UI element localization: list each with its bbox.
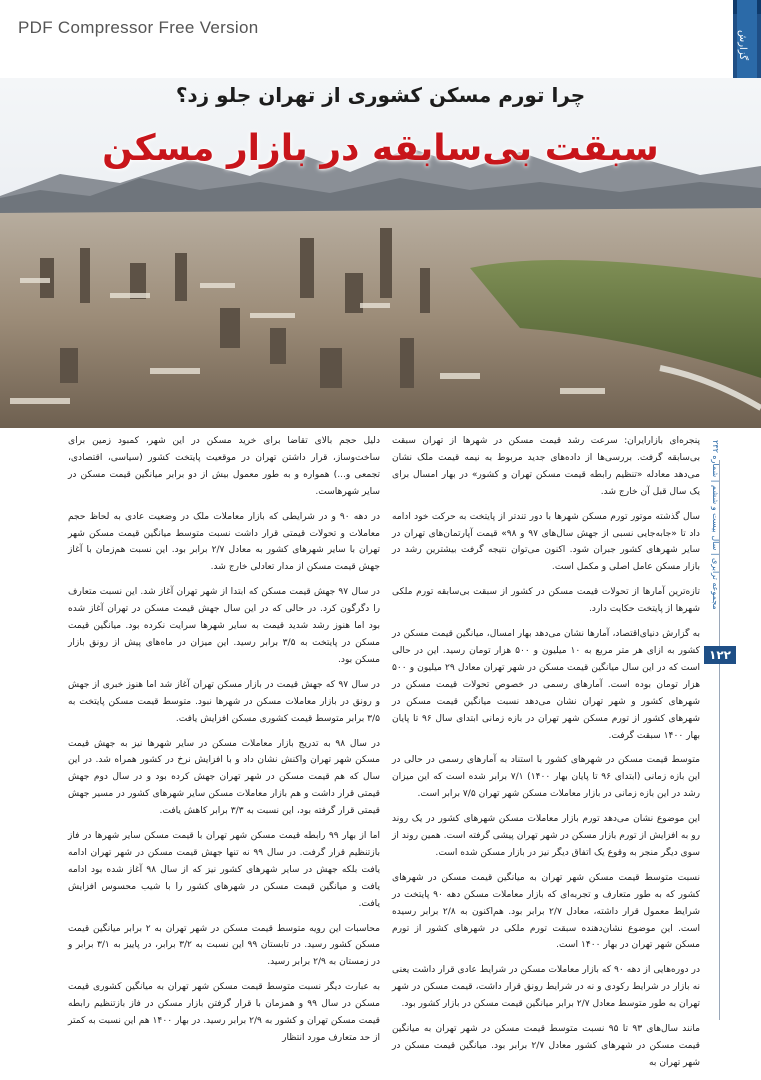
paragraph: پنجره‌ای بازارایران: سرعت رشد قیمت مسکن در شهرها از تهران سبقت بی‌سابقه گرفت. بررسی‌ها از داده‌های جدید مربوط به نیمه قیمت ملک نشان می‌دهد معادله «تنظیم رابطه قیمت مسکن تهران و کشور» در بهار امسال برای یک سال قبل آن خارج شد. (392, 436, 700, 497)
section-tab-label: گزارش (737, 30, 748, 61)
paragraph: متوسط قیمت مسکن در شهرهای کشور با استناد به آمارهای رسمی در حالی در این بازه زمانی (ابتدای ۹۶ تا پایان بهار ۱۴۰۰) ۷/۱ برابر شده است که این میزان رشد در این بازه زمانی در بازار معاملات مسکن شهر تهران ۷/۵ برابر است. (392, 755, 700, 800)
paragraph: در دهه ۹۰ و در شرایطی که بازار معاملات ملک در وضعیت عادی به لحاظ حجم معاملات و تحولات قیمتی قرار داشت نسبت متوسط میانگین قیمت مسکن شهر تهران با سایر شهرهای کشور به معادل ۲/۷ برابر بود. این نسبت هم‌زمان با آغاز جهش قیمت مسکن از مدار تعادلی خارج شد. (68, 511, 380, 573)
paragraph: در سال ۹۸ به تدریج بازار معاملات مسکن در سایر شهرها نیز به جهش قیمت مسکن شهر تهران واکنش نشان داد و با افزایش نرخ در کشور همراه شد. در این سال که هم قیمت مسکن در شهر تهران جهش کرده بود و در سال دوم جهش قیمتی قرار داشت و هم بازار معاملات مسکن سایر شهرهای کشور در مسیر جهش قیمتی قرار گرفته بود، این نسبت به ۳/۳ برابر کاهش یافت. (68, 738, 380, 817)
paragraph: اما از بهار ۹۹ رابطه قیمت مسکن شهر تهران با قیمت مسکن سایر شهرها در فاز بازتنظیم قرار گرفت. در سال ۹۹ نه تنها جهش قیمت مسکن در شهر تهران ادامه یافت بلکه جهش در سایر شهرهای کشور نیز که از سال ۹۸ آغاز شده بود ادامه یافت و میانگین قیمت مسکن در شهرهای کشور را با شیب محسوس افزایش یافت. (68, 831, 380, 909)
paragraph: این موضوع نشان می‌دهد تورم بازار معاملات مسکن شهرهای کشور در یک روند رو به افزایش از تورم بازار مسکن در شهر تهران پیشی گرفته است. همین روند از سوی دیگر منجر به وقوع یک اتفاق دیگر نیز در بازار مسکن شده است. (392, 814, 700, 858)
section-tab (733, 0, 761, 90)
paragraph: سال گذشته موتور تورم مسکن شهرها با دور تندتر از پایتخت به حرکت خود ادامه داد تا «جابه‌جایی نسبی از جهش سال‌های ۹۷ و ۹۸» قیمت آپارتمان‌های تهران در سایر شهرهای کشور جبران شود. اکنون می‌توان نتیجه گرفت بیشترین رشد در بازار مسکن عامل اصلی و مکمل است. (392, 511, 700, 573)
watermark: PDF Compressor Free Version (18, 18, 259, 37)
paragraph: در دوره‌هایی از دهه ۹۰ که بازار معاملات مسکن در شرایط عادی قرار داشت یعنی نه بازار در شرایط رکودی و نه در شرایط رونق قرار داشت، قیمت مسکن در شهر تهران به طور متوسط معادل ۲/۷ برابر میانگین قیمت مسکن در بازار کشور بود. (392, 965, 700, 1010)
paragraph: نسبت متوسط قیمت مسکن شهر تهران به میانگین قیمت مسکن در شهرهای کشور که به طور متعارف و تجربه‌ای که بازار معاملات مسکن دهه ۹۰ پایتخت در شرایط معمول قرار داشته، معادل ۲/۷ برابر بود. هم‌اکنون به ۲/۸ برابر رسیده است. این موضوع نشان‌دهنده سبقت تورم ملکی در شهرهای کشور از تورم مسکن شهر تهران در بهار ۱۴۰۰ است. (392, 872, 700, 951)
article-column-right (392, 433, 700, 1080)
issue-meta: مجموعه ترابری | سال بیست و ششم | شماره ۲۳۲ (711, 440, 720, 610)
paragraph: تازه‌ترین آمارها از تحولات قیمت مسکن در کشور از سبقت بی‌سابقه تورم ملکی شهرها از پایتخت حکایت دارد. (392, 587, 700, 615)
page-number: ۱۲۲ (704, 646, 736, 664)
headline: سبقت بی‌سابقه در بازار مسکن (102, 128, 659, 169)
paragraph: در سال ۹۷ جهش قیمت مسکن که ابتدا از شهر تهران آغاز شد. این نسبت متعارف را دگرگون کرد. در حالی که در این سال جهش قیمت مسکن در تهران آغاز شده بود اما هنوز رشد شدید قیمت به سایر شهرها سرایت نکرده بود. میانگین قیمت مسکن در پایتخت به ۳/۵ برابر رسید. این میزان در ماه‌های پیش از رونق بازار مسکن بود. (68, 587, 380, 665)
paragraph: محاسبات این رویه متوسط قیمت مسکن در شهر تهران به ۲ برابر میانگین قیمت مسکن کشور رسید. در تابستان ۹۹ این نسبت به ۳/۲ برابر، در پاییز به ۳/۱ برابر و در زمستان به ۲/۹ برابر رسید. (68, 923, 380, 968)
paragraph: به عبارت دیگر نسبت متوسط قیمت مسکن شهر تهران به میانگین کشوری قیمت مسکن در سال ۹۹ و همزمان با قرار گرفتن بازار مسکن در فاز بازتنظیم رابطه قیمت مسکن تهران و کشور به ۲/۹ برابر رسید. در بهار ۱۴۰۰ هم این نسبت به کمتر از حد متعارف مورد انتظار (68, 982, 380, 1043)
page-margin-strip (705, 430, 733, 1045)
paragraph: دلیل حجم بالای تقاضا برای خرید مسکن در این شهر، کمبود زمین برای ساخت‌وساز، قرار داشتن تهران در موقعیت پایتخت کشور (سیاسی، اقتصادی، تجمعی و...) همواره و به طور معمول بیش از دو برابر میانگین قیمت مسکن در سایر شهرهاست. (68, 436, 380, 497)
article-column-left (68, 433, 380, 1055)
paragraph: در سال ۹۷ که جهش قیمت در بازار مسکن تهران آغاز شد اما هنوز خبری از جهش و رونق در بازار معاملات مسکن در شهرها نبود. متوسط قیمت مسکن پایتخت به ۳/۵ برابر متوسط قیمت کشوری مسکن افزایش یافت. (68, 679, 380, 724)
paragraph: به گزارش دنیای‌اقتصاد، آمارها نشان می‌دهد بهار امسال، میانگین قیمت مسکن در کشور به ازای هر متر مربع به ۱۰ میلیون و ۵۰۰ هزار تومان رسید. این در حالی است که در این سال میانگین قیمت مسکن در شهر تهران معادل ۲۹ میلیون و ۵۰۰ هزار تومان بوده است. آمارهای رسمی در خصوص تحولات قیمت مسکن در شهرهای کشور و شهر تهران نشان می‌دهد نسبت میانگین قیمت مسکن در شهرهای کشور از تورم مسکن شهر تهران در بازه زمانی ابتدای سال ۹۶ تا پایان بهار ۱۴۰۰ سبقت گرفت. (392, 629, 700, 741)
paragraph: مانند سال‌های ۹۳ تا ۹۵ نسبت متوسط قیمت مسکن در شهر تهران به میانگین قیمت مسکن در شهرهای کشور معادل ۲/۷ برابر بود. میانگین قیمت مسکن در شهر تهران به (392, 1024, 700, 1068)
kicker-title: چرا تورم مسکن کشوری از تهران جلو زد؟ (175, 83, 586, 107)
